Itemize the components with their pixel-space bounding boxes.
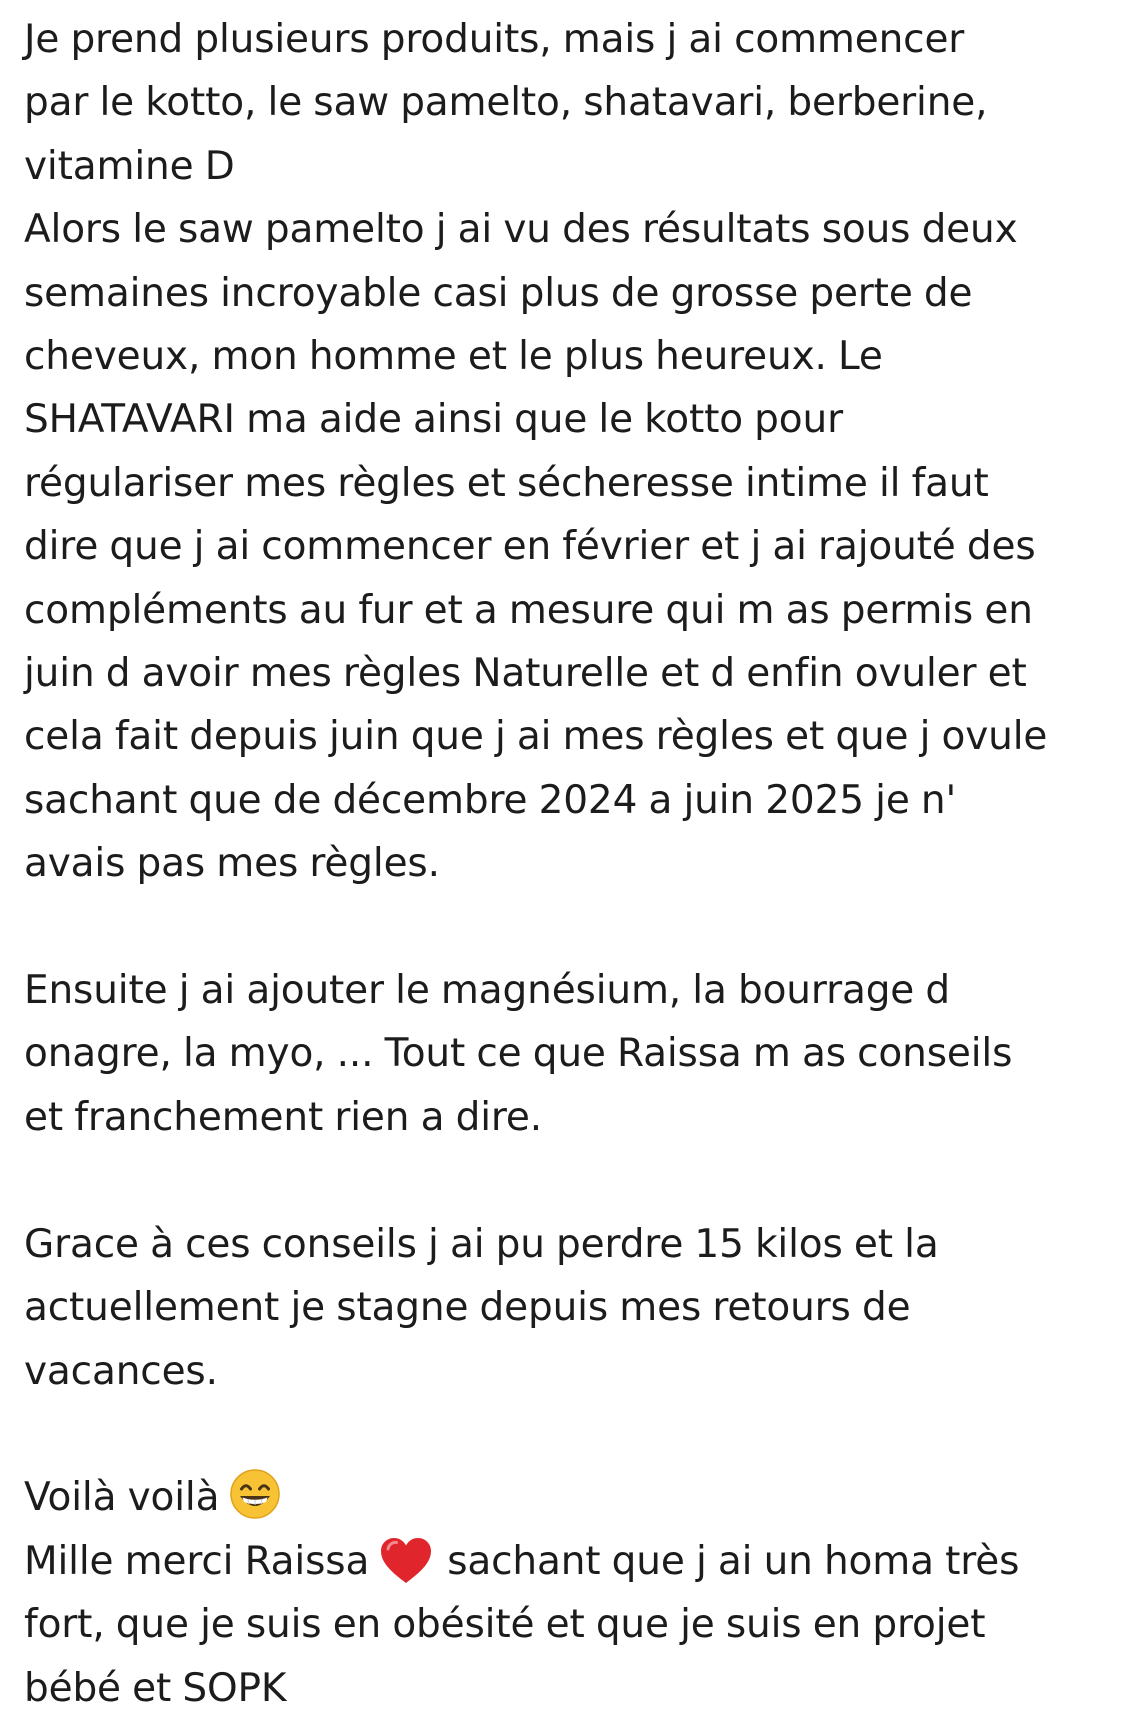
message-line: par le kotto, le saw pamelto, shatavari, berberine, bbox=[24, 80, 988, 126]
message-line: sachant que de décembre 2024 a juin 2025 je n' bbox=[24, 777, 957, 823]
paragraph-spacer bbox=[24, 1403, 1109, 1466]
red-heart-icon bbox=[379, 1536, 433, 1586]
paragraph-spacer bbox=[24, 1149, 1109, 1212]
message-line: Alors le saw pamelto j ai vu des résultats sous deux bbox=[24, 207, 1018, 253]
message-line: vitamine D bbox=[24, 143, 235, 189]
message-line: bébé et SOPK bbox=[24, 1665, 287, 1711]
message-line: compléments au fur et a mesure qui m as permis en bbox=[24, 587, 1033, 633]
message-paragraph-products bbox=[24, 8, 1109, 896]
thanks-text-continued: sachant que j ai un homa très bbox=[447, 1538, 1020, 1584]
message-line: avais pas mes règles. bbox=[24, 841, 440, 887]
message-line bbox=[24, 1466, 1109, 1529]
message-body bbox=[24, 8, 1109, 1720]
message-paragraph-supplements bbox=[24, 959, 1109, 1149]
grinning-face-with-smiling-eyes-icon bbox=[229, 1468, 281, 1520]
message-line: vacances. bbox=[24, 1348, 218, 1394]
message-line: Grace à ces conseils j ai pu perdre 15 kilos et la bbox=[24, 1221, 939, 1267]
message-paragraph-thanks bbox=[24, 1466, 1109, 1720]
message-line: dire que j ai commencer en février et j ai rajouté des bbox=[24, 524, 1036, 570]
message-line: fort, que je suis en obésité et que je suis en projet bbox=[24, 1602, 986, 1648]
thanks-text: Mille merci Raissa bbox=[24, 1538, 370, 1584]
message-line: onagre, la myo, ... Tout ce que Raissa m as conseils bbox=[24, 1031, 1013, 1077]
message-line: régulariser mes règles et sécheresse intime il faut bbox=[24, 460, 989, 506]
message-line: actuellement je stagne depuis mes retours de bbox=[24, 1285, 911, 1331]
message-line bbox=[24, 1530, 1109, 1593]
message-line: SHATAVARI ma aide ainsi que le kotto pour bbox=[24, 397, 843, 443]
message-line: Ensuite j ai ajouter le magnésium, la bourrage d bbox=[24, 968, 950, 1014]
message-line: semaines incroyable casi plus de grosse perte de bbox=[24, 270, 973, 316]
message-line: et franchement rien a dire. bbox=[24, 1094, 542, 1140]
message-line: juin d avoir mes règles Naturelle et d enfin ovuler et bbox=[24, 651, 1027, 697]
message-paragraph-weight bbox=[24, 1213, 1109, 1403]
message-line: Je prend plusieurs produits, mais j ai commencer bbox=[24, 17, 965, 62]
message-line: cela fait depuis juin que j ai mes règles et que j ovule bbox=[24, 714, 1048, 760]
voila-text: Voilà voilà bbox=[24, 1475, 220, 1521]
paragraph-spacer bbox=[24, 896, 1109, 959]
message-line: cheveux, mon homme et le plus heureux. Le bbox=[24, 334, 883, 380]
